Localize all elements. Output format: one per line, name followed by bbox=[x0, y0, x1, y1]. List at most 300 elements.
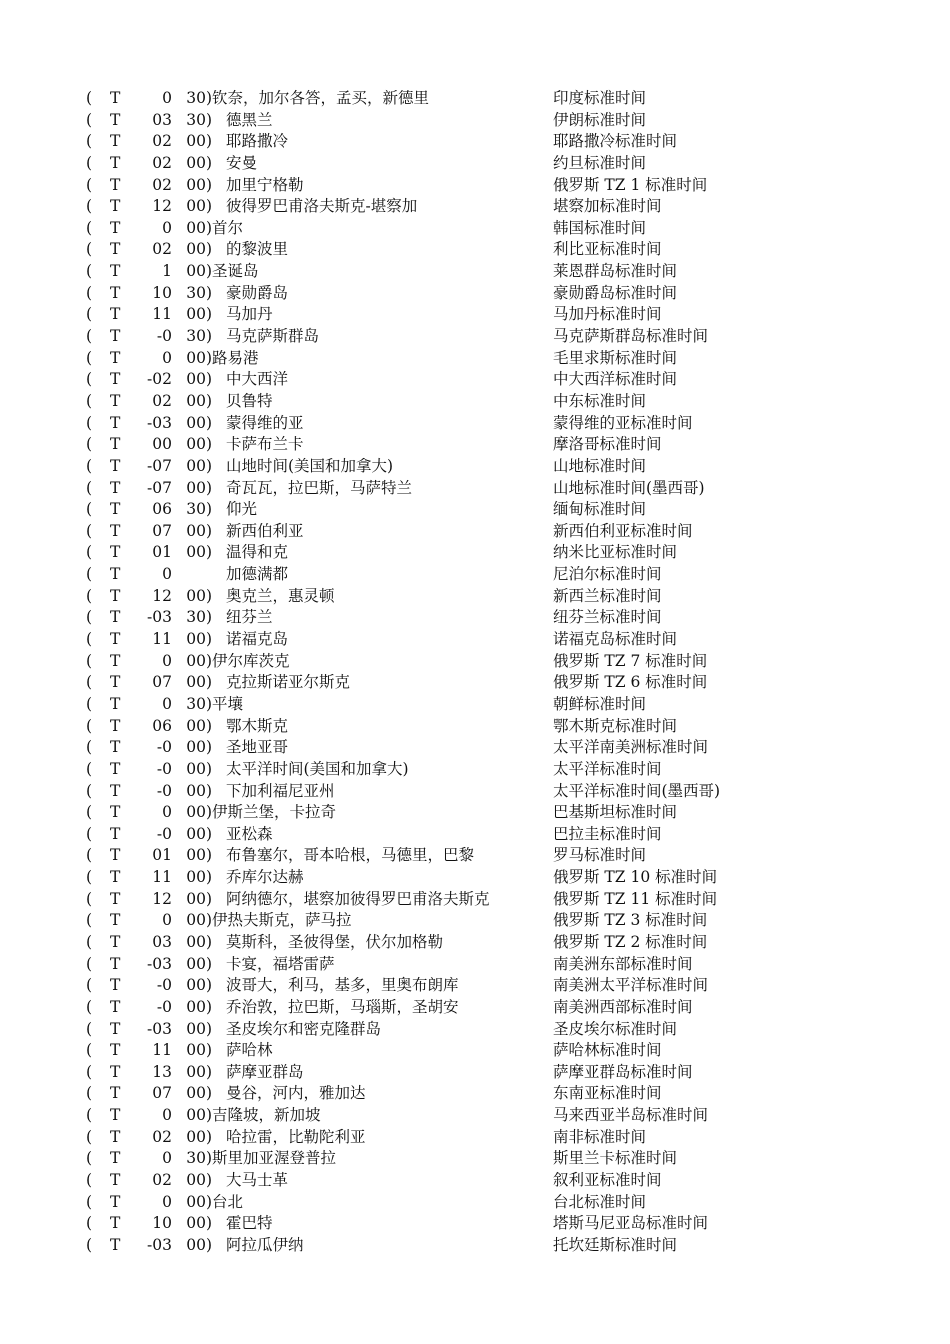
utc-prefix: T bbox=[110, 630, 121, 649]
table-row bbox=[0, 1083, 950, 1105]
offset-hours: 0 bbox=[162, 1106, 172, 1125]
city-list: 乔治敦，拉巴斯，马瑙斯，圣胡安 bbox=[226, 997, 459, 1016]
offset-hours: 0 bbox=[162, 1192, 172, 1211]
open-paren: ( bbox=[86, 327, 93, 346]
utc-prefix: T bbox=[110, 218, 121, 237]
city-list: 萨摩亚群岛 bbox=[226, 1062, 304, 1081]
city-list: 莫斯科，圣彼得堡，伏尔加格勒 bbox=[226, 932, 444, 951]
offset-hours: -03 bbox=[147, 608, 172, 627]
city-list: 伊尔库茨克 bbox=[212, 651, 290, 670]
utc-prefix: T bbox=[110, 889, 121, 908]
utc-prefix: T bbox=[110, 132, 121, 151]
city-list: 奇瓦瓦，拉巴斯，马萨特兰 bbox=[226, 478, 413, 497]
utc-prefix: T bbox=[110, 1235, 121, 1254]
offset-minutes: 30) bbox=[186, 89, 212, 107]
table-row bbox=[0, 1040, 950, 1062]
table-row bbox=[0, 218, 950, 240]
utc-prefix: T bbox=[110, 435, 121, 454]
offset-hours: -03 bbox=[147, 413, 172, 432]
offset-minutes: 00) bbox=[186, 889, 212, 908]
zone-name: 俄罗斯 TZ 10 标准时间 bbox=[553, 868, 718, 887]
offset-minutes: 00) bbox=[186, 846, 212, 865]
zone-name: 摩洛哥标准时间 bbox=[553, 435, 662, 454]
open-paren: ( bbox=[86, 500, 93, 519]
utc-prefix: T bbox=[110, 997, 121, 1016]
city-list: 伊斯兰堡，卡拉奇 bbox=[212, 803, 337, 822]
utc-prefix: T bbox=[110, 716, 121, 735]
offset-minutes: 00) bbox=[186, 240, 212, 259]
open-paren: ( bbox=[86, 240, 93, 259]
table-row bbox=[0, 824, 950, 846]
zone-name: 山地标准时间(墨西哥) bbox=[553, 478, 705, 497]
utc-prefix: T bbox=[110, 824, 121, 843]
zone-name: 巴拉圭标准时间 bbox=[553, 824, 662, 843]
city-list: 圣皮埃尔和密克隆群岛 bbox=[226, 1019, 382, 1038]
offset-hours: 0 bbox=[162, 694, 172, 713]
open-paren: ( bbox=[86, 954, 93, 973]
city-list: 亚松森 bbox=[226, 824, 273, 843]
offset-hours: -02 bbox=[147, 370, 172, 389]
city-list: 马克萨斯群岛 bbox=[226, 327, 320, 346]
offset-hours: 02 bbox=[152, 391, 172, 410]
open-paren: ( bbox=[86, 1214, 93, 1233]
city-list: 哈拉雷，比勒陀利亚 bbox=[226, 1127, 366, 1146]
utc-prefix: T bbox=[110, 370, 121, 389]
utc-prefix: T bbox=[110, 738, 121, 757]
zone-name: 马来西亚半岛标准时间 bbox=[553, 1106, 709, 1125]
table-row bbox=[0, 1148, 950, 1170]
offset-minutes: 00) bbox=[186, 435, 212, 454]
table-row bbox=[0, 88, 950, 110]
offset-hours: 10 bbox=[152, 1214, 172, 1233]
offset-hours: 12 bbox=[152, 586, 172, 605]
utc-prefix: T bbox=[110, 1127, 121, 1146]
open-paren: ( bbox=[86, 262, 93, 281]
open-paren: ( bbox=[86, 521, 93, 540]
utc-prefix: T bbox=[110, 262, 121, 281]
city-list: 马加丹 bbox=[226, 305, 273, 324]
zone-name: 堪察加标准时间 bbox=[553, 197, 662, 216]
offset-hours: 00 bbox=[152, 435, 172, 454]
utc-prefix: T bbox=[110, 803, 121, 822]
open-paren: ( bbox=[86, 1106, 93, 1125]
open-paren: ( bbox=[86, 1019, 93, 1038]
open-paren: ( bbox=[86, 1171, 93, 1190]
table-row bbox=[0, 1062, 950, 1084]
offset-hours: 12 bbox=[152, 889, 172, 908]
city-list: 加德满都 bbox=[226, 565, 289, 584]
table-row bbox=[0, 542, 950, 564]
table-row bbox=[0, 910, 950, 932]
offset-hours: 10 bbox=[152, 283, 172, 302]
offset-hours: -0 bbox=[156, 327, 172, 346]
utc-prefix: T bbox=[110, 175, 121, 194]
open-paren: ( bbox=[86, 846, 93, 865]
utc-prefix: T bbox=[110, 327, 121, 346]
utc-prefix: T bbox=[110, 846, 121, 865]
table-row bbox=[0, 845, 950, 867]
utc-prefix: T bbox=[110, 1214, 121, 1233]
city-list: 霍巴特 bbox=[226, 1214, 273, 1233]
utc-prefix: T bbox=[110, 391, 121, 410]
city-list: 路易港 bbox=[212, 348, 259, 367]
utc-prefix: T bbox=[110, 868, 121, 887]
offset-minutes: 00) bbox=[186, 413, 212, 432]
offset-hours: 02 bbox=[152, 132, 172, 151]
utc-prefix: T bbox=[110, 932, 121, 951]
zone-name: 巴基斯坦标准时间 bbox=[553, 803, 678, 822]
zone-name: 纽芬兰标准时间 bbox=[553, 608, 662, 627]
open-paren: ( bbox=[86, 911, 93, 930]
table-row bbox=[0, 586, 950, 608]
offset-minutes: 00) bbox=[186, 781, 212, 800]
table-row bbox=[0, 499, 950, 521]
open-paren: ( bbox=[86, 1084, 93, 1103]
offset-minutes: 00) bbox=[186, 954, 212, 973]
table-row bbox=[0, 478, 950, 500]
offset-hours: 11 bbox=[152, 630, 172, 649]
city-list: 大马士革 bbox=[226, 1171, 289, 1190]
city-list: 诺福克岛 bbox=[226, 630, 289, 649]
zone-name: 毛里求斯标准时间 bbox=[553, 348, 678, 367]
offset-hours: 11 bbox=[152, 305, 172, 324]
zone-name: 尼泊尔标准时间 bbox=[553, 565, 662, 584]
city-list: 的黎波里 bbox=[226, 240, 289, 259]
utc-prefix: T bbox=[110, 651, 121, 670]
utc-prefix: T bbox=[110, 500, 121, 519]
table-row bbox=[0, 867, 950, 889]
offset-hours: 0 bbox=[162, 348, 172, 367]
city-list: 豪勋爵岛 bbox=[226, 283, 289, 302]
offset-minutes: 00) bbox=[186, 824, 212, 843]
city-list: 圣地亚哥 bbox=[226, 738, 289, 757]
open-paren: ( bbox=[86, 976, 93, 995]
utc-prefix: T bbox=[110, 586, 121, 605]
open-paren: ( bbox=[86, 413, 93, 432]
table-row bbox=[0, 781, 950, 803]
open-paren: ( bbox=[86, 1149, 93, 1168]
utc-prefix: T bbox=[110, 197, 121, 216]
table-row bbox=[0, 391, 950, 413]
offset-minutes: 00) bbox=[186, 262, 212, 281]
offset-hours: 1 bbox=[162, 262, 172, 281]
utc-prefix: T bbox=[110, 1171, 121, 1190]
zone-name: 叙利亚标准时间 bbox=[553, 1171, 662, 1190]
offset-minutes: 00) bbox=[186, 997, 212, 1016]
offset-hours: 11 bbox=[152, 868, 172, 887]
open-paren: ( bbox=[86, 565, 93, 584]
open-paren: ( bbox=[86, 175, 93, 194]
zone-name: 纳米比亚标准时间 bbox=[553, 543, 678, 562]
open-paren: ( bbox=[86, 738, 93, 757]
open-paren: ( bbox=[86, 586, 93, 605]
table-row bbox=[0, 1170, 950, 1192]
zone-name: 南美洲东部标准时间 bbox=[553, 954, 693, 973]
offset-hours: -0 bbox=[156, 997, 172, 1016]
offset-minutes: 00) bbox=[186, 759, 212, 778]
zone-name: 朝鲜标准时间 bbox=[553, 694, 647, 713]
city-list: 仰光 bbox=[226, 500, 258, 519]
city-list: 圣诞岛 bbox=[212, 262, 259, 281]
open-paren: ( bbox=[86, 435, 93, 454]
open-paren: ( bbox=[86, 456, 93, 475]
utc-prefix: T bbox=[110, 608, 121, 627]
table-row bbox=[0, 1019, 950, 1041]
offset-hours: 06 bbox=[152, 716, 172, 735]
table-row bbox=[0, 651, 950, 673]
city-list: 彼得罗巴甫洛夫斯克-堪察加 bbox=[226, 197, 418, 216]
table-row bbox=[0, 413, 950, 435]
city-list: 加里宁格勒 bbox=[226, 175, 304, 194]
open-paren: ( bbox=[86, 283, 93, 302]
city-list: 温得和克 bbox=[226, 543, 289, 562]
offset-minutes: 00) bbox=[186, 1106, 212, 1125]
zone-name: 马加丹标准时间 bbox=[553, 305, 662, 324]
table-row bbox=[0, 110, 950, 132]
offset-hours: 02 bbox=[152, 175, 172, 194]
zone-name: 莱恩群岛标准时间 bbox=[553, 262, 678, 281]
zone-name: 新西伯利亚标准时间 bbox=[553, 521, 693, 540]
offset-minutes: 00) bbox=[186, 1127, 212, 1146]
zone-name: 耶路撒冷标准时间 bbox=[553, 132, 678, 151]
offset-hours: -03 bbox=[147, 1235, 172, 1254]
utc-prefix: T bbox=[110, 110, 121, 129]
open-paren: ( bbox=[86, 1235, 93, 1254]
city-list: 布鲁塞尔，哥本哈根，马德里，巴黎 bbox=[226, 846, 475, 865]
offset-minutes: 00) bbox=[186, 370, 212, 389]
offset-minutes: 00) bbox=[186, 1235, 212, 1254]
offset-hours: 03 bbox=[152, 932, 172, 951]
open-paren: ( bbox=[86, 370, 93, 389]
offset-minutes: 00) bbox=[186, 348, 212, 367]
table-row bbox=[0, 694, 950, 716]
city-list: 斯里加亚渥登普拉 bbox=[212, 1149, 337, 1168]
city-list: 钦奈，加尔各答，孟买，新德里 bbox=[212, 89, 430, 107]
table-row bbox=[0, 521, 950, 543]
city-list: 德黑兰 bbox=[226, 110, 273, 129]
offset-hours: 0 bbox=[162, 651, 172, 670]
offset-hours: 13 bbox=[152, 1062, 172, 1081]
utc-prefix: T bbox=[110, 694, 121, 713]
zone-name: 山地标准时间 bbox=[553, 456, 647, 475]
city-list: 阿纳德尔，堪察加彼得罗巴甫洛夫斯克 bbox=[226, 889, 490, 908]
offset-hours: 02 bbox=[152, 1127, 172, 1146]
zone-name: 俄罗斯 TZ 2 标准时间 bbox=[553, 932, 708, 951]
open-paren: ( bbox=[86, 305, 93, 324]
zone-name: 蒙得维的亚标准时间 bbox=[553, 413, 693, 432]
city-list: 台北 bbox=[212, 1192, 244, 1211]
offset-hours: 11 bbox=[152, 1041, 172, 1060]
offset-hours: 02 bbox=[152, 1171, 172, 1190]
city-list: 鄂木斯克 bbox=[226, 716, 289, 735]
offset-minutes: 00) bbox=[186, 1171, 212, 1190]
utc-prefix: T bbox=[110, 1106, 121, 1125]
offset-minutes: 00) bbox=[186, 1084, 212, 1103]
utc-prefix: T bbox=[110, 976, 121, 995]
zone-name: 缅甸标准时间 bbox=[553, 500, 647, 519]
table-row bbox=[0, 196, 950, 218]
table-row bbox=[0, 369, 950, 391]
utc-prefix: T bbox=[110, 954, 121, 973]
table-row bbox=[0, 759, 950, 781]
open-paren: ( bbox=[86, 391, 93, 410]
city-list: 中大西洋 bbox=[226, 370, 289, 389]
utc-prefix: T bbox=[110, 478, 121, 497]
offset-minutes: 00) bbox=[186, 456, 212, 475]
offset-minutes: 00) bbox=[186, 911, 212, 930]
open-paren: ( bbox=[86, 673, 93, 692]
offset-minutes: 00) bbox=[186, 132, 212, 151]
zone-name: 伊朗标准时间 bbox=[553, 110, 647, 129]
offset-minutes: 00) bbox=[186, 305, 212, 324]
offset-hours: 0 bbox=[162, 218, 172, 237]
offset-minutes: 00) bbox=[186, 1214, 212, 1233]
table-row bbox=[0, 456, 950, 478]
open-paren: ( bbox=[86, 218, 93, 237]
offset-hours: -0 bbox=[156, 738, 172, 757]
city-list: 贝鲁特 bbox=[226, 391, 273, 410]
offset-minutes: 00) bbox=[186, 976, 212, 995]
zone-name: 约旦标准时间 bbox=[553, 153, 647, 172]
offset-minutes: 00) bbox=[186, 1019, 212, 1038]
open-paren: ( bbox=[86, 716, 93, 735]
table-row bbox=[0, 326, 950, 348]
offset-hours: 07 bbox=[152, 673, 172, 692]
table-row bbox=[0, 802, 950, 824]
zone-name: 马克萨斯群岛标准时间 bbox=[553, 327, 709, 346]
offset-hours: 0 bbox=[162, 565, 172, 584]
offset-hours: -0 bbox=[156, 824, 172, 843]
city-list: 波哥大，利马，基多，里奥布朗库 bbox=[226, 976, 459, 995]
open-paren: ( bbox=[86, 997, 93, 1016]
offset-hours: -0 bbox=[156, 976, 172, 995]
offset-hours: 0 bbox=[162, 1149, 172, 1168]
zone-name: 塔斯马尼亚岛标准时间 bbox=[553, 1214, 709, 1233]
open-paren: ( bbox=[86, 630, 93, 649]
offset-minutes: 00) bbox=[186, 521, 212, 540]
offset-hours: 0 bbox=[162, 803, 172, 822]
table-row bbox=[0, 1127, 950, 1149]
zone-name: 中东标准时间 bbox=[553, 391, 647, 410]
offset-minutes: 00) bbox=[186, 153, 212, 172]
offset-hours: -03 bbox=[147, 954, 172, 973]
table-row bbox=[0, 1235, 950, 1257]
offset-hours: 03 bbox=[152, 110, 172, 129]
offset-hours: 01 bbox=[152, 543, 172, 562]
offset-hours: -0 bbox=[156, 759, 172, 778]
utc-prefix: T bbox=[110, 781, 121, 800]
utc-prefix: T bbox=[110, 413, 121, 432]
utc-prefix: T bbox=[110, 1062, 121, 1081]
offset-minutes: 30) bbox=[186, 110, 212, 129]
utc-prefix: T bbox=[110, 565, 121, 584]
utc-prefix: T bbox=[110, 759, 121, 778]
city-list: 太平洋时间(美国和加拿大) bbox=[226, 759, 409, 778]
open-paren: ( bbox=[86, 608, 93, 627]
offset-hours: 07 bbox=[152, 1084, 172, 1103]
offset-minutes: 00) bbox=[186, 1192, 212, 1211]
open-paren: ( bbox=[86, 1062, 93, 1081]
utc-prefix: T bbox=[110, 89, 121, 107]
city-list: 曼谷，河内，雅加达 bbox=[226, 1084, 366, 1103]
zone-name: 豪勋爵岛标准时间 bbox=[553, 283, 678, 302]
offset-minutes: 00) bbox=[186, 738, 212, 757]
table-row bbox=[0, 434, 950, 456]
offset-minutes: 00) bbox=[186, 803, 212, 822]
utc-prefix: T bbox=[110, 1019, 121, 1038]
table-row bbox=[0, 564, 950, 586]
zone-name: 托坎廷斯标准时间 bbox=[553, 1235, 678, 1254]
zone-name: 诺福克岛标准时间 bbox=[553, 630, 678, 649]
table-row bbox=[0, 239, 950, 261]
offset-minutes: 00) bbox=[186, 651, 212, 670]
table-row bbox=[0, 629, 950, 651]
table-row bbox=[0, 975, 950, 997]
city-list: 新西伯利亚 bbox=[226, 521, 304, 540]
city-list: 卡萨布兰卡 bbox=[226, 435, 304, 454]
city-list: 安曼 bbox=[226, 153, 258, 172]
utc-prefix: T bbox=[110, 305, 121, 324]
zone-name: 俄罗斯 TZ 7 标准时间 bbox=[553, 651, 708, 670]
offset-minutes: 30) bbox=[186, 500, 212, 519]
city-list: 奥克兰，惠灵顿 bbox=[226, 586, 335, 605]
table-row bbox=[0, 175, 950, 197]
city-list: 蒙得维的亚 bbox=[226, 413, 304, 432]
zone-name: 俄罗斯 TZ 6 标准时间 bbox=[553, 673, 708, 692]
zone-name: 南非标准时间 bbox=[553, 1127, 647, 1146]
open-paren: ( bbox=[86, 694, 93, 713]
utc-prefix: T bbox=[110, 673, 121, 692]
offset-minutes: 00) bbox=[186, 716, 212, 735]
open-paren: ( bbox=[86, 889, 93, 908]
city-list: 纽芬兰 bbox=[226, 608, 273, 627]
zone-name: 印度标准时间 bbox=[553, 89, 647, 107]
offset-hours: -07 bbox=[147, 456, 172, 475]
open-paren: ( bbox=[86, 868, 93, 887]
city-list: 耶路撒冷 bbox=[226, 132, 289, 151]
utc-prefix: T bbox=[110, 240, 121, 259]
offset-minutes: 00) bbox=[186, 586, 212, 605]
table-row bbox=[0, 889, 950, 911]
zone-name: 俄罗斯 TZ 1 标准时间 bbox=[553, 175, 708, 194]
offset-minutes: 00) bbox=[186, 932, 212, 951]
zone-name: 圣皮埃尔标准时间 bbox=[553, 1019, 678, 1038]
zone-name: 鄂木斯克标准时间 bbox=[553, 716, 678, 735]
table-row bbox=[0, 997, 950, 1019]
utc-prefix: T bbox=[110, 521, 121, 540]
offset-minutes: 00) bbox=[186, 175, 212, 194]
city-list: 克拉斯诺亚尔斯克 bbox=[226, 673, 351, 692]
open-paren: ( bbox=[86, 932, 93, 951]
city-list: 乔库尔达赫 bbox=[226, 868, 304, 887]
table-row bbox=[0, 1105, 950, 1127]
table-row bbox=[0, 607, 950, 629]
zone-name: 太平洋南美洲标准时间 bbox=[553, 738, 709, 757]
zone-name: 利比亚标准时间 bbox=[553, 240, 662, 259]
table-row bbox=[0, 283, 950, 305]
table-row bbox=[0, 1213, 950, 1235]
offset-minutes: 30) bbox=[186, 1149, 212, 1168]
utc-prefix: T bbox=[110, 348, 121, 367]
zone-name: 韩国标准时间 bbox=[553, 218, 647, 237]
offset-minutes: 00) bbox=[186, 197, 212, 216]
zone-name: 俄罗斯 TZ 11 标准时间 bbox=[553, 889, 718, 908]
offset-minutes: 00) bbox=[186, 673, 212, 692]
open-paren: ( bbox=[86, 543, 93, 562]
city-list: 山地时间(美国和加拿大) bbox=[226, 456, 394, 475]
table-row bbox=[0, 261, 950, 283]
open-paren: ( bbox=[86, 110, 93, 129]
